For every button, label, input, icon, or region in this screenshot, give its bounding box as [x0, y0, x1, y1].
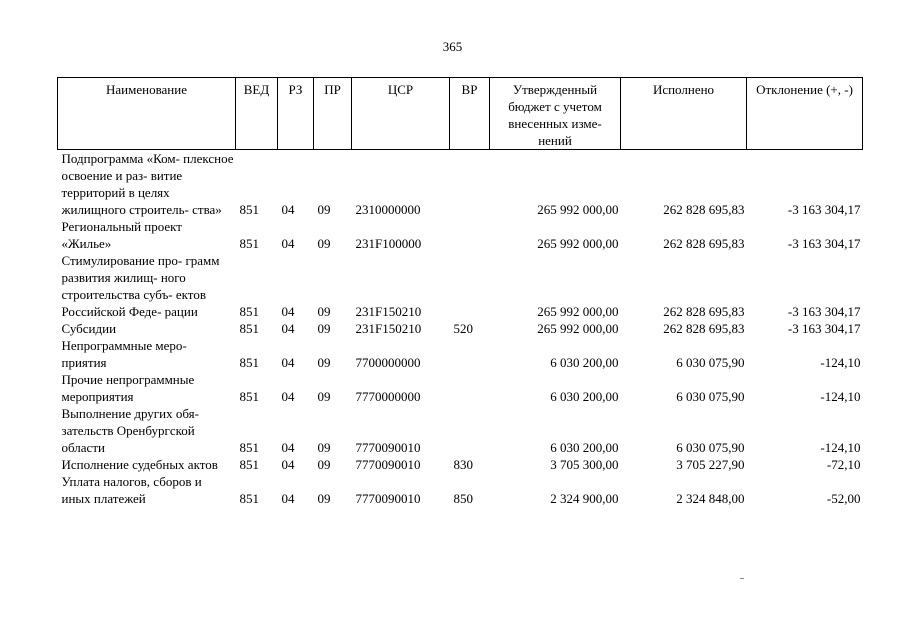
row-ved: 851 [239, 304, 259, 319]
row-name: Непрограммные меро- приятия [61, 338, 187, 370]
header-rz: РЗ [278, 78, 314, 150]
row-vr [450, 218, 490, 252]
row-approved: 2 324 900,00 [550, 491, 619, 506]
row-ved: 851 [239, 491, 259, 506]
row-deviation: -124,10 [820, 355, 861, 370]
row-csr: 7700000000 [355, 355, 421, 370]
row-vr [450, 405, 490, 456]
table-row [58, 473, 863, 507]
row-rz: 04 [281, 304, 295, 319]
row-executed: 262 828 695,83 [663, 236, 745, 251]
row-name: Уплата налогов, сборов и иных платежей [61, 474, 202, 506]
row-rz: 04 [281, 440, 295, 455]
header-deviation: Отклонение (+, -) [747, 78, 863, 150]
row-approved: 265 992 000,00 [537, 304, 619, 319]
row-csr: 7770090010 [355, 440, 421, 455]
budget-table [57, 77, 863, 507]
table-row [58, 456, 863, 473]
header-pr: ПР [314, 78, 352, 150]
row-csr: 7770000000 [355, 389, 421, 404]
row-executed: 6 030 075,90 [676, 389, 745, 404]
row-deviation: -72,10 [826, 457, 861, 472]
row-csr: 231F100000 [355, 236, 422, 251]
row-executed: 6 030 075,90 [676, 355, 745, 370]
row-csr: 231F150210 [355, 321, 422, 336]
header-csr: ЦСР [352, 78, 450, 150]
row-ved: 851 [239, 355, 259, 370]
row-executed: 2 324 848,00 [676, 491, 745, 506]
row-pr: 09 [317, 440, 331, 455]
row-csr: 231F150210 [355, 304, 422, 319]
row-pr: 09 [317, 389, 331, 404]
row-vr: 850 [453, 491, 473, 506]
row-deviation: -3 163 304,17 [787, 321, 861, 336]
row-deviation: -3 163 304,17 [787, 236, 861, 251]
row-pr: 09 [317, 236, 331, 251]
row-name: Региональный проект «Жилье» [61, 219, 182, 251]
header-vr: ВР [450, 78, 490, 150]
row-ved: 851 [239, 389, 259, 404]
header-name: Наименование [58, 78, 236, 150]
row-rz: 04 [281, 457, 295, 472]
row-vr [450, 337, 490, 371]
row-executed: 3 705 227,90 [676, 457, 745, 472]
table-row [58, 218, 863, 252]
row-ved: 851 [239, 321, 259, 336]
table-row [58, 337, 863, 371]
header-approved: Утвержденный бюджет с учетом внесенных изме- нений [490, 78, 621, 150]
row-pr: 09 [317, 491, 331, 506]
row-ved: 851 [239, 457, 259, 472]
row-pr: 09 [317, 304, 331, 319]
table-header-row [58, 78, 863, 150]
table-row [58, 371, 863, 405]
row-executed: 262 828 695,83 [663, 304, 745, 319]
row-approved: 265 992 000,00 [537, 236, 619, 251]
row-approved: 6 030 200,00 [550, 355, 619, 370]
row-executed: 262 828 695,83 [663, 321, 745, 336]
row-deviation: -124,10 [820, 440, 861, 455]
row-vr: 520 [453, 321, 473, 336]
header-executed: Исполнено [621, 78, 747, 150]
row-deviation: -3 163 304,17 [787, 202, 861, 217]
row-approved: 6 030 200,00 [550, 389, 619, 404]
row-pr: 09 [317, 457, 331, 472]
row-name: Субсидии [61, 321, 117, 336]
row-executed: 262 828 695,83 [663, 202, 745, 217]
row-csr: 2310000000 [355, 202, 421, 217]
row-name: Прочие непрограммные мероприятия [61, 372, 195, 404]
row-vr: 830 [453, 457, 473, 472]
row-deviation: -3 163 304,17 [787, 304, 861, 319]
row-rz: 04 [281, 355, 295, 370]
row-csr: 7770090010 [355, 457, 421, 472]
row-approved: 265 992 000,00 [537, 321, 619, 336]
scan-mark [740, 578, 744, 579]
row-approved: 3 705 300,00 [550, 457, 619, 472]
row-deviation: -124,10 [820, 389, 861, 404]
row-rz: 04 [281, 202, 295, 217]
row-ved: 851 [239, 236, 259, 251]
row-name: Стимулирование про- грамм развития жилищ- ного строительства субъ- ектов Российской Феде- рации [61, 253, 220, 319]
row-ved: 851 [239, 202, 259, 217]
row-csr: 7770090010 [355, 491, 421, 506]
page-number: 365 [442, 39, 463, 54]
row-rz: 04 [281, 491, 295, 506]
table-row [58, 150, 863, 219]
row-approved: 265 992 000,00 [537, 202, 619, 217]
row-pr: 09 [317, 321, 331, 336]
row-vr [450, 150, 490, 219]
row-rz: 04 [281, 321, 295, 336]
row-executed: 6 030 075,90 [676, 440, 745, 455]
row-rz: 04 [281, 389, 295, 404]
table-row [58, 405, 863, 456]
row-deviation: -52,00 [826, 491, 861, 506]
row-name: Выполнение других обя- зательств Оренбургской области [61, 406, 199, 455]
row-name: Подпрограмма «Ком- плексное освоение и раз- витие территорий в целях жилищного строитель- ства» [61, 151, 234, 217]
table-row [58, 252, 863, 320]
header-ved: ВЕД [236, 78, 278, 150]
row-approved: 6 030 200,00 [550, 440, 619, 455]
row-ved: 851 [239, 440, 259, 455]
row-vr [450, 252, 490, 320]
row-name: Исполнение судебных актов [61, 457, 218, 472]
row-pr: 09 [317, 202, 331, 217]
row-pr: 09 [317, 355, 331, 370]
row-rz: 04 [281, 236, 295, 251]
row-vr [450, 371, 490, 405]
table-row [58, 320, 863, 337]
